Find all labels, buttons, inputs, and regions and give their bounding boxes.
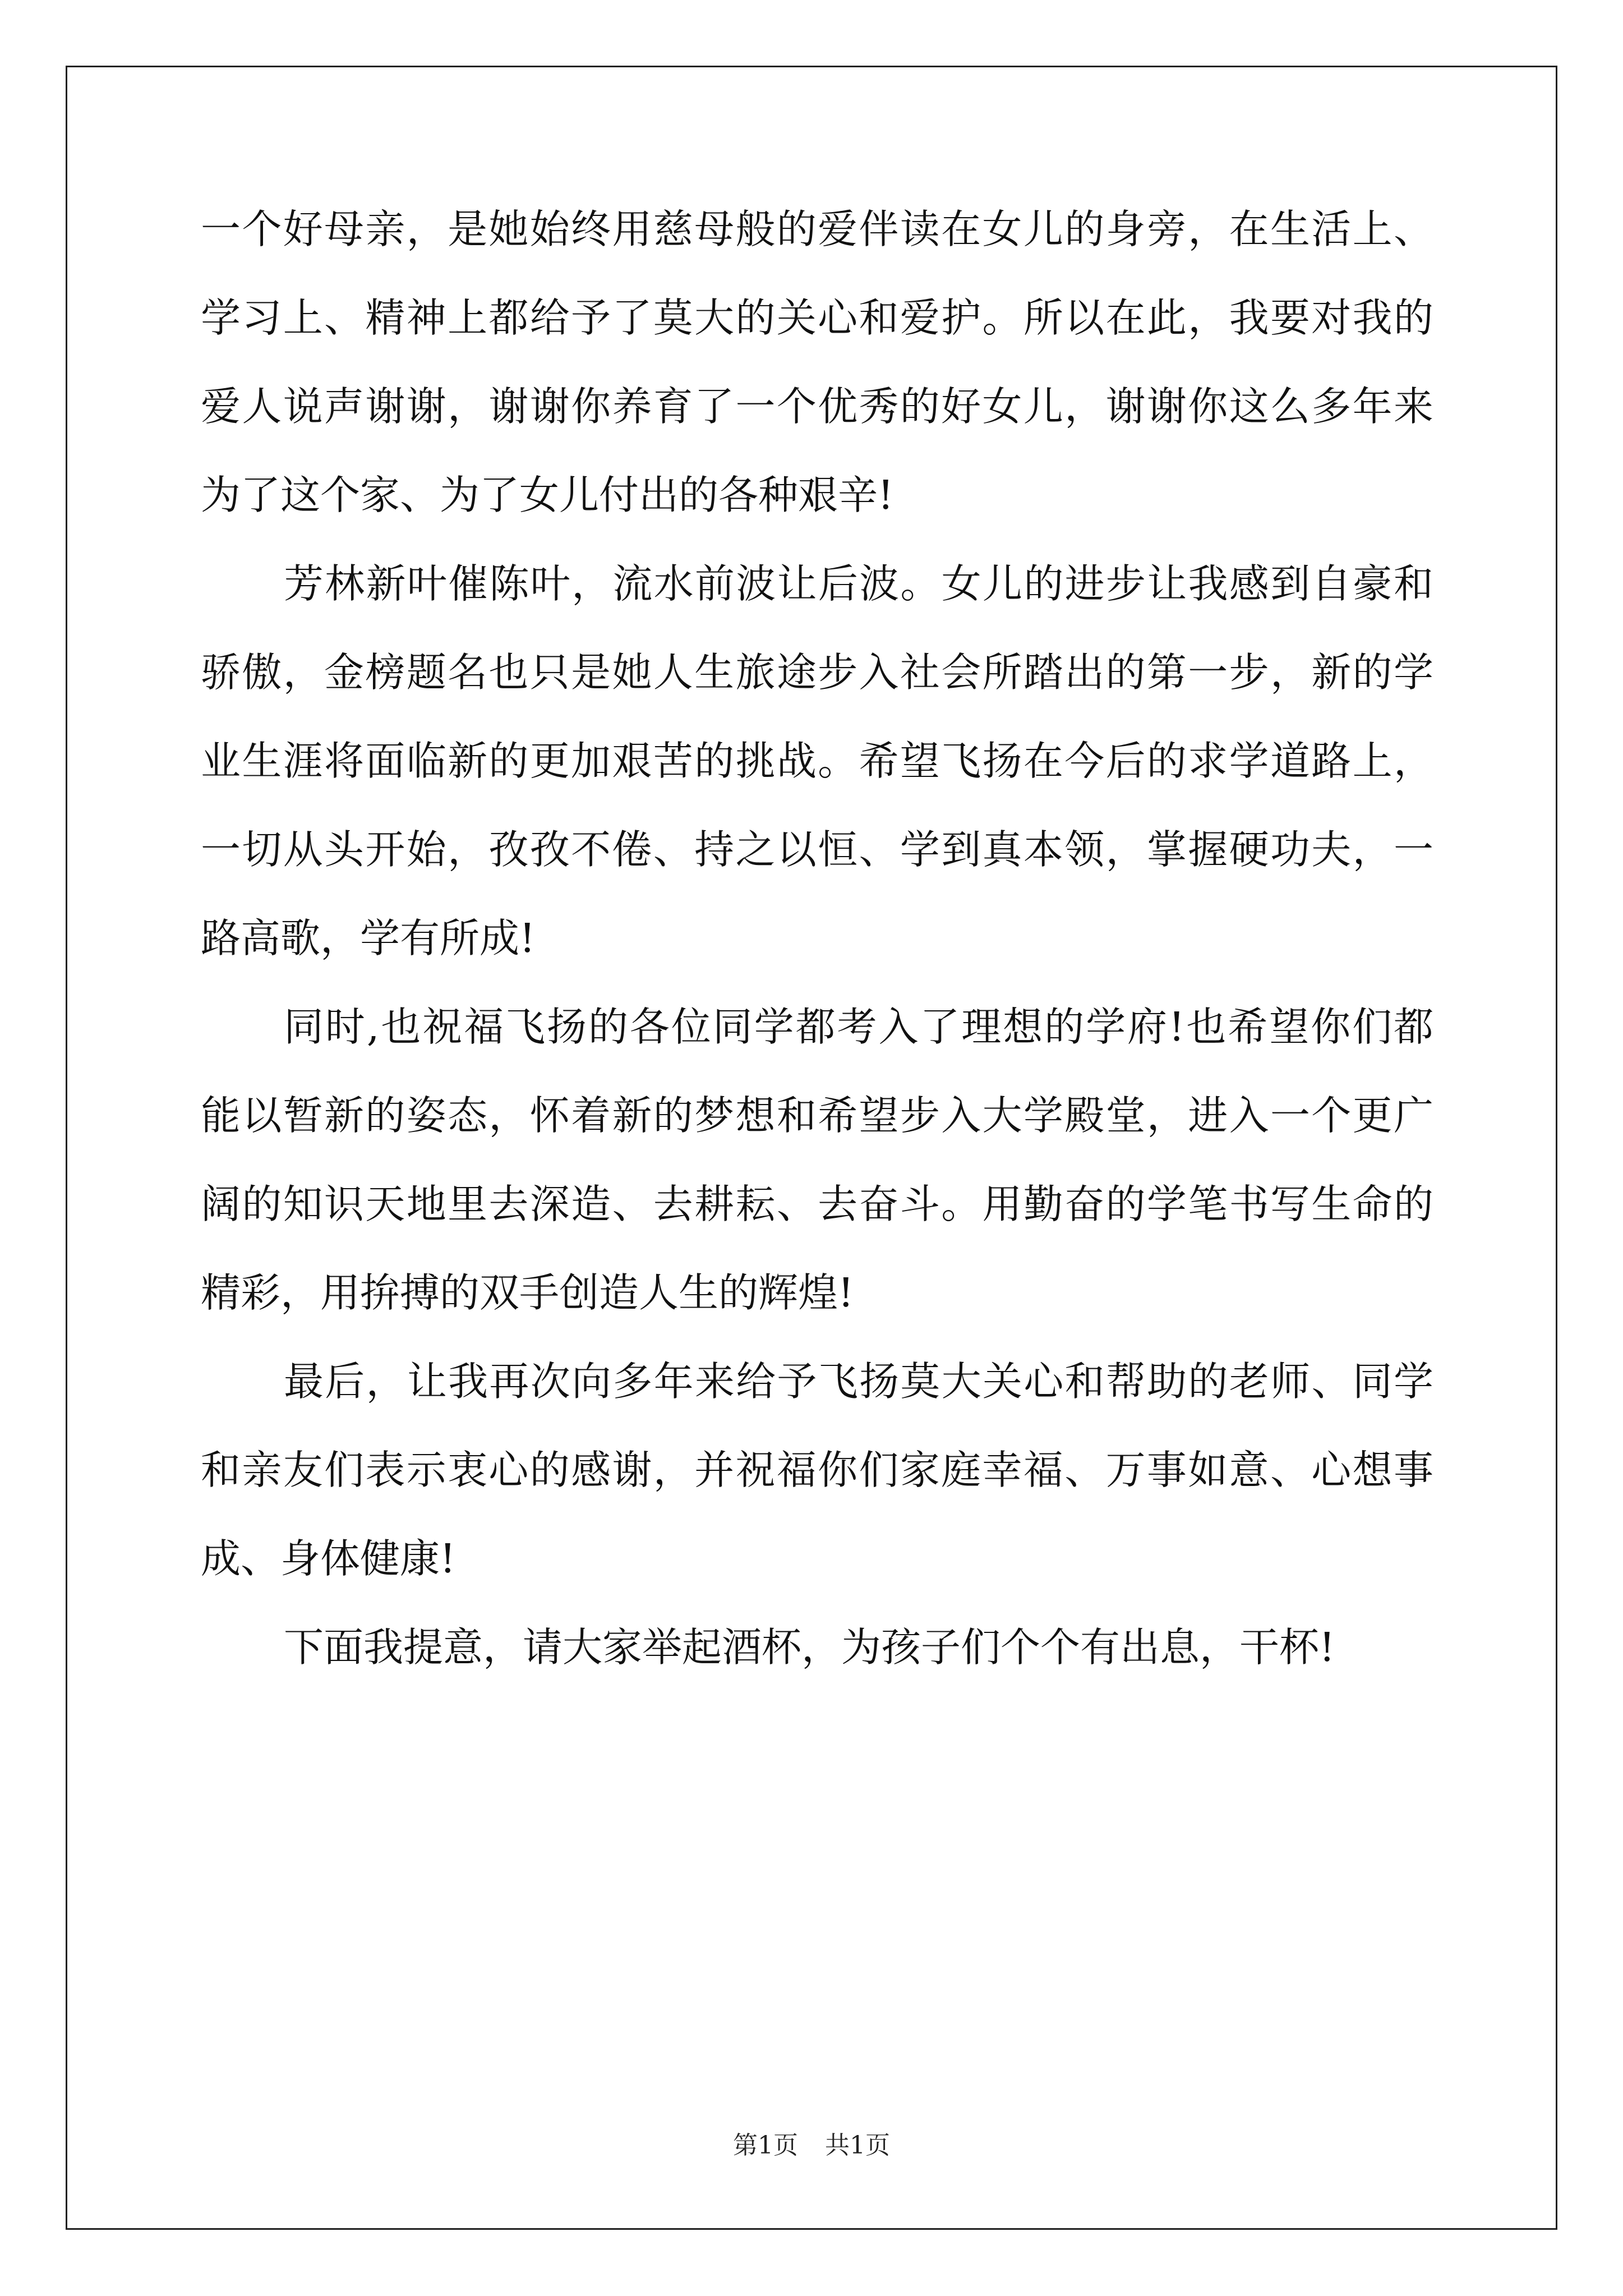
page-number: 第1页	[733, 2131, 798, 2160]
text-line: 爱人说声谢谢，谢谢你养育了一个优秀的好女儿，谢谢你这么多年来	[201, 383, 1433, 430]
text-line: 业生涯将面临新的更加艰苦的挑战。希望飞扬在今后的求学道路上，	[201, 738, 1433, 784]
text-line: 芳林新叶催陈叶，流水前波让后波。女儿的进步让我感到自豪和	[284, 560, 1433, 607]
paragraph	[201, 983, 1433, 1337]
paragraph	[201, 1603, 1433, 1692]
text-line: 阔的知识天地里去深造、去耕耘、去奋斗。用勤奋的学笔书写生命的	[201, 1181, 1433, 1227]
text-line: 精彩，用拚搏的双手创造人生的辉煌!	[201, 1269, 854, 1316]
text-line: 能以暂新的姿态，怀着新的梦想和希望步入大学殿堂，进入一个更广	[201, 1092, 1433, 1139]
text-line: 成、身体健康!	[201, 1535, 456, 1582]
text-line: 一个好母亲，是她始终用慈母般的爱伴读在女儿的身旁，在生活上、	[201, 206, 1433, 252]
text-line: 同时,也祝福飞扬的各位同学都考入了理想的学府!也希望你们都	[284, 1004, 1433, 1050]
paragraph	[201, 185, 1433, 540]
text-line: 路高歌，学有所成!	[201, 915, 536, 961]
text-line: 为了这个家、为了女儿付出的各种艰辛!	[201, 472, 894, 518]
text-line: 最后，让我再次向多年来给予飞扬莫大关心和帮助的老师、同学	[284, 1358, 1433, 1405]
text-line: 一切从头开始，孜孜不倦、持之以恒、学到真本领，掌握硬功夫，一	[201, 826, 1433, 873]
text-line: 和亲友们表示衷心的感谢，并祝福你们家庭幸福、万事如意、心想事	[201, 1447, 1433, 1493]
text-line: 骄傲，金榜题名也只是她人生旅途步入社会所踏出的第一步，新的学	[201, 649, 1433, 696]
page-footer	[0, 2129, 1623, 2162]
paragraph	[201, 540, 1433, 983]
text-line: 学习上、精神上都给予了莫大的关心和爱护。所以在此，我要对我的	[201, 295, 1433, 341]
text-line: 下面我提意，请大家举起酒杯，为孩子们个个有出息，干杯!	[284, 1624, 1335, 1671]
page-total: 共1页	[825, 2131, 890, 2160]
document-body	[201, 185, 1433, 1692]
paragraph	[201, 1337, 1433, 1603]
